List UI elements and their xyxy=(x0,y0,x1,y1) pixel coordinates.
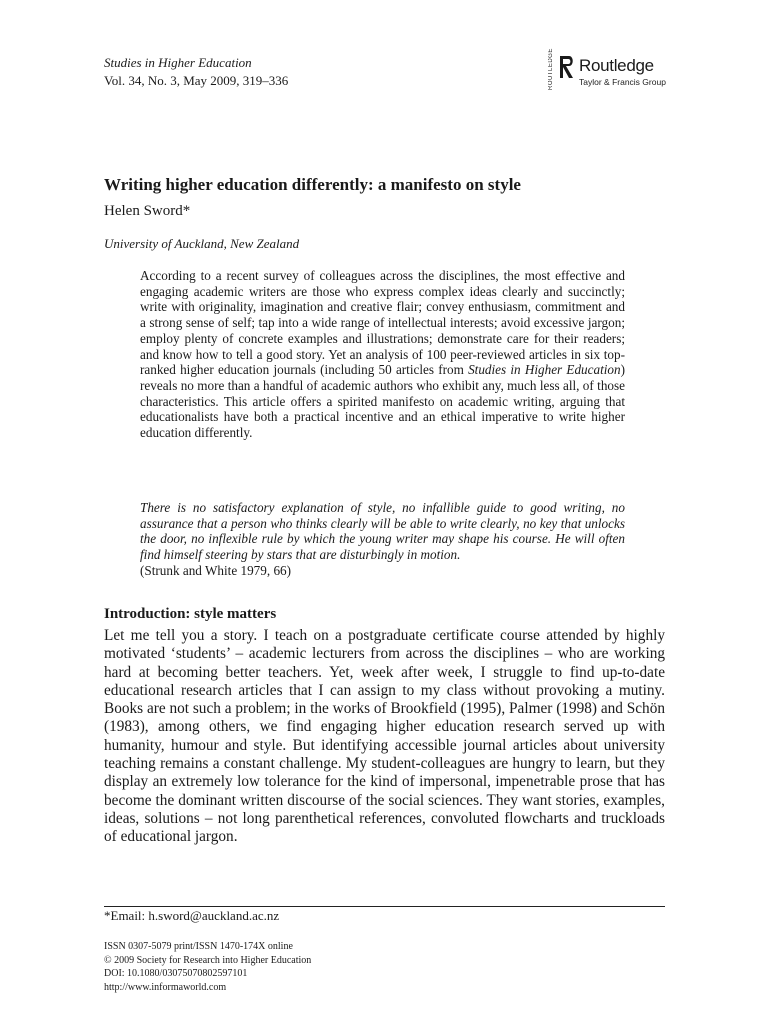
doi-line: DOI: 10.1080/03075070802597101 xyxy=(104,968,248,979)
section-heading: Introduction: style matters xyxy=(104,606,277,622)
abstract-text-part2: ) reveals no more than a handful of academic authors who exhibit any, much less all, of those characteristics. This article offers a spirited manifesto on academic writing, arguing that educationalists have both a practical incentive and an ethical imperative to write higher education differently. xyxy=(140,362,625,441)
copyright-line: © 2009 Society for Research into Higher Education xyxy=(104,954,312,966)
epigraph-quote: There is no satisfactory explanation of style, no infallible guide to good writing, no assurance that a person who thinks clearly will be able to write clearly, no key that unlocks the door, no inflexible rule by which the young writer may shape his course. He will often find himself steering by stars that are disturbingly in motion. xyxy=(140,500,625,563)
url-line: http://www.informaworld.com xyxy=(104,981,227,993)
article-title: Writing higher education differently: a manifesto on style xyxy=(104,175,521,194)
abstract-journal-name: Studies in Higher Education xyxy=(468,362,621,378)
issn-line: ISSN 0307-5079 print/ISSN 1470-174X online xyxy=(104,941,293,952)
epigraph xyxy=(140,500,625,579)
epigraph-citation: (Strunk and White 1979, 66) xyxy=(140,562,292,578)
routledge-r-icon xyxy=(560,54,576,80)
journal-title: Studies in Higher Education xyxy=(104,55,252,70)
author-affiliation: University of Auckland, New Zealand xyxy=(104,236,300,251)
abstract xyxy=(140,268,625,441)
publisher-spine-text: ROUTLEDGE xyxy=(548,48,554,90)
publisher-name: Routledge xyxy=(579,56,654,75)
journal-header xyxy=(104,54,288,90)
introduction-paragraph: Let me tell you a story. I teach on a postgraduate certificate course attended by highly motivated ‘students’ – academic lecturers from across the disciplines – who are working hard at becoming better teachers. Yet, week after week, I struggle to find up-to-date educational research articles that I can assign to my class without provoking a mutiny. Books are not such a problem; in the works of Brookfield (1995), Palmer (1998) and Schön (1983), among others, we find engaging higher education research served up with humanity, humour and style. But identifying accessible journal articles about university teaching remains a constant challenge. My student-colleagues are hungry to learn, but they display an extremely low tolerance for the kind of impersonal, impenetrable prose that has become the dominant written discourse of the social sciences. They want stories, examples, ideas, solutions – not long parenthetical references, convoluted flowcharts and truckloads of educational jargon. xyxy=(104,627,665,846)
volume-line: Vol. 34, No. 3, May 2009, 319–336 xyxy=(104,73,289,88)
publisher-subtitle: Taylor & Francis Group xyxy=(579,77,666,87)
footnote-divider xyxy=(104,906,665,907)
abstract-text-part1: According to a recent survey of colleagues across the disciplines, the most effective and engaging academic writers are those who express complex ideas clearly and succinctly; write with originality, imagination and creative flair; convey enthusiasm, commitment and a strong sense of self; tap into a wide range of intellectual interests; avoid excessive jargon; employ plenty of concrete examples and illustrations; demonstrate care for their readers; and know how to tell a good story. Yet an analysis of 100 peer-reviewed articles in six top-ranked higher education journals (including 50 articles from xyxy=(140,268,625,378)
footnote-email: *Email: h.sword@auckland.ac.nz xyxy=(104,908,280,923)
article-author: Helen Sword* xyxy=(104,203,191,219)
colophon xyxy=(104,940,311,994)
